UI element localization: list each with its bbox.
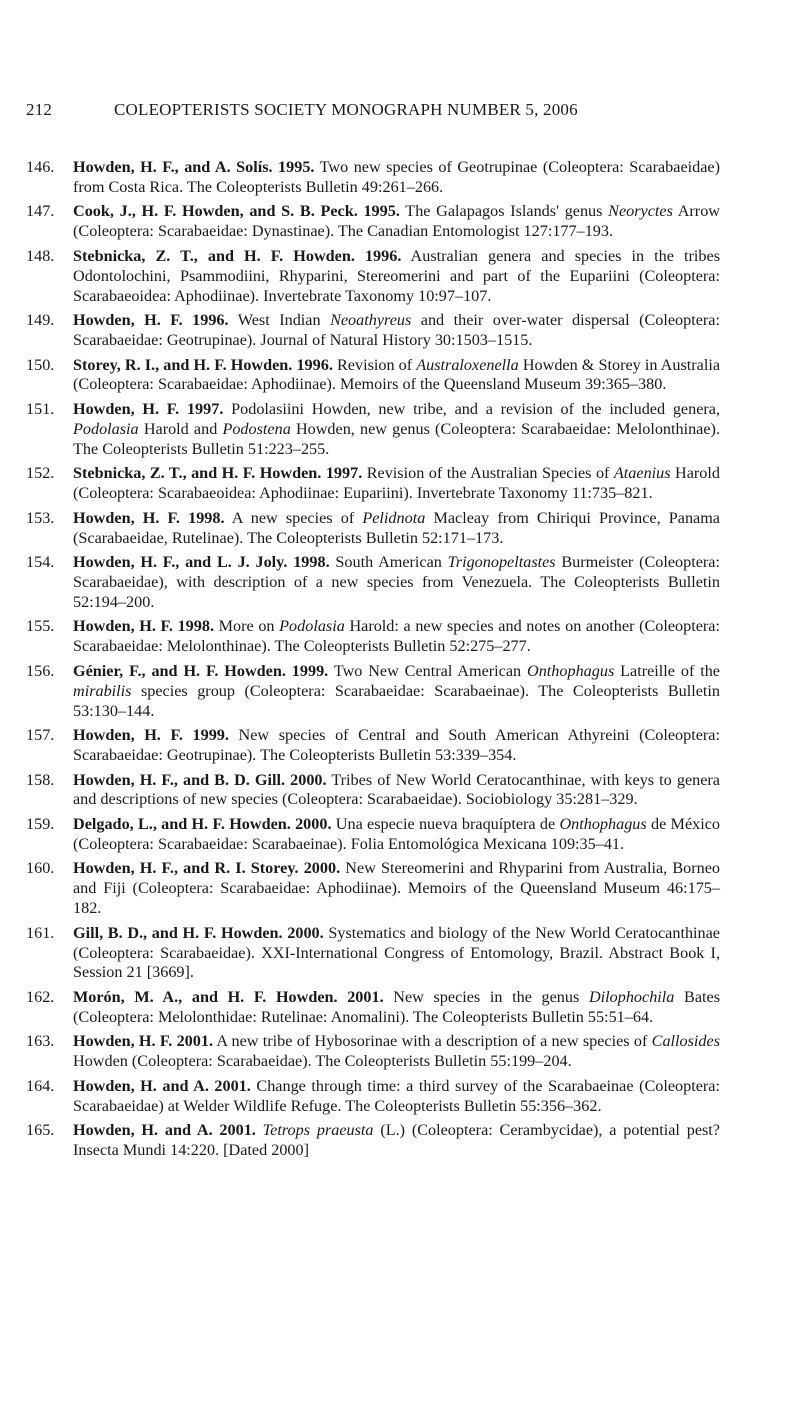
reference-text: A new species of [224,508,363,527]
reference-text: species group (Coleoptera: Scarabaeidae: Scarabaeinae). The Coleopterists Bulletin 53:130–144. [73,681,720,720]
reference-number: 165. [26,1121,55,1140]
reference-author-year: Howden, H. F. 1996. [73,311,229,330]
reference-taxon-name: Tetrops praeusta [262,1121,374,1140]
reference-number: 164. [26,1076,55,1095]
reference-text: Harold (Coleoptera: Scarabaeoidea: Aphodiinae: Eupariini). Invertebrate Taxonomy 11:735–821. [73,464,720,503]
reference-taxon-name: Onthophagus [527,661,615,680]
reference-taxon-name: Pelidnota [362,508,426,527]
reference-text: Una especie nueva braquíptera de [331,814,560,833]
reference-number: 159. [26,814,55,833]
reference-text: Tribes of New World Ceratocanthinae, with keys to genera and descriptions of new species (Coleoptera: Scarabaeidae). Sociobiology 35:281–329. [73,770,720,809]
reference-number: 146. [26,158,55,176]
reference-text: Arrow (Coleoptera: Scarabaeidae: Dynastinae). The Canadian Entomologist 127:177–193. [73,202,720,241]
reference-item [26,400,720,460]
reference-taxon-name: Onthophagus [559,814,647,833]
reference-number: 149. [26,311,55,330]
reference-text: New Stereomerini and Rhyparini from Australia, Borneo and Fiji (Coleoptera: Scarabaeidae: Aphodiinae). Memoirs of the Queensland Museum 46:175–182. [73,859,720,918]
reference-text: West Indian [228,311,331,330]
reference-item [26,202,720,242]
reference-author-year: Howden, H. F., and L. J. Joly. 1998. [73,553,330,572]
reference-item [26,815,720,855]
reference-item [26,662,720,722]
reference-text: Change through time: a third survey of the Scarabaeinae (Coleoptera: Scarabaeidae) at Welder Wildlife Refuge. The Coleopterists Bulletin 55:356–362. [73,1076,720,1115]
reference-author-year: Delgado, L., and H. F. Howden. 2000. [73,814,332,833]
reference-item [26,1077,720,1117]
reference-author-year: Howden, H. F. 1998. [73,508,225,527]
reference-author-year: Howden, H. F. 1999. [73,726,229,745]
reference-text: Two New Central American [328,661,528,680]
reference-author-year: Storey, R. I., and H. F. Howden. 1996. [73,355,333,374]
reference-taxon-name: Podolasia [73,419,139,438]
reference-number: 162. [26,987,55,1006]
reference-number: 150. [26,355,55,374]
reference-author-year: Morón, M. A., and H. F. Howden. 2001. [73,987,384,1006]
reference-text: Australian genera and species in the tribes Odontolochini, Psammodiini, Rhyparini, Stereomerini and part of the Eupariini (Coleoptera: Scarabaeoidea: Aphodiinae). Invertebrate Taxonomy 10:97–107. [73,246,720,305]
reference-number: 151. [26,399,55,418]
reference-number: 148. [26,246,55,265]
reference-taxon-name: Australoxenella [416,355,519,374]
reference-text: New species of Central and South American Athyreini (Coleoptera: Scarabaeidae: Geotrupinae). The Coleopterists Bulletin 53:339–354. [73,726,720,764]
reference-number: 154. [26,553,55,572]
reference-text: Podolasiini Howden, new tribe, and a revision of the included genera, [223,399,721,418]
reference-text: Two new species of Geotrupinae (Coleoptera: Scarabaeidae) from Costa Rica. The Coleopterists Bulletin 49:261–266. [73,158,720,196]
reference-text: Burmeister (Coleoptera: Scarabaeidae), with description of a new species from Venezuela. The Coleopterists Bulletin 52:194–200. [73,553,720,611]
reference-taxon-name: Neoathyreus [330,311,412,330]
reference-item [26,617,720,657]
reference-number: 163. [26,1032,55,1051]
reference-item [26,1032,720,1072]
reference-text: Macleay from Chiriqui Province, Panama (Scarabaeidae, Rutelinae). The Coleopterists Bulletin 52:171–173. [73,508,720,547]
reference-author-year: Howden, H. and A. 2001. [73,1121,256,1140]
reference-text: Revision of the Australian Species of [362,464,614,483]
reference-author-year: Howden, H. F. 2001. [73,1032,214,1051]
reference-text: The Galapagos Islands' genus [399,202,609,221]
reference-text: Systematics and biology of the New World Ceratocanthinae (Coleoptera: Scarabaeidae). XXI-International Congress of Entomology, Brazil. Abstract Book I, Session 21 [3669]. [73,923,720,982]
reference-item [26,247,720,307]
reference-author-year: Stebnicka, Z. T., and H. F. Howden. 1996. [73,246,402,265]
reference-text: New species in the genus [383,987,589,1006]
reference-taxon-name: Callosides [651,1032,720,1051]
reference-author-year: Howden, H. F., and B. D. Gill. 2000. [73,770,327,789]
reference-text: Harold and [138,419,223,438]
running-title: COLEOPTERISTS SOCIETY MONOGRAPH NUMBER 5, 2006 [114,100,578,119]
reference-author-year: Stebnicka, Z. T., and H. F. Howden. 1997. [73,464,363,483]
reference-text: (L.) (Coleoptera: Cerambycidae), a potential pest? Insecta Mundi 14:220. [Dated 2000] [73,1121,720,1160]
reference-item [26,311,720,351]
reference-author-year: Cook, J., H. F. Howden, and S. B. Peck. 1995. [73,202,400,221]
reference-text: Latreille of the [614,661,720,680]
page-number: 212 [26,100,53,119]
reference-taxon-name: Trigonopeltastes [447,553,556,572]
reference-author-year: Gill, B. D., and H. F. Howden. 2000. [73,923,324,942]
reference-item [26,509,720,549]
reference-taxon-name: Podolasia [279,617,345,636]
reference-item [26,771,720,811]
reference-text: Howden & Storey in Australia (Coleoptera: Scarabaeidae: Aphodiinae). Memoirs of the Queensland Museum 39:365–380. [73,355,720,394]
reference-text: Harold: a new species and notes on another (Coleoptera: Scarabaeidae: Melolonthinae). The Coleopterists Bulletin 52:275–277. [73,617,720,656]
reference-text: Revision of [332,355,417,374]
reference-number: 153. [26,508,55,527]
reference-text: Howden, new genus (Coleoptera: Scarabaeidae: Melolonthinae). The Coleopterists Bulletin 51:223–255. [73,419,720,458]
reference-author-year: Howden, H. F., and R. I. Storey. 2000. [73,859,341,878]
reference-number: 155. [26,617,55,636]
reference-taxon-name: mirabilis [73,681,132,700]
reference-author-year: Howden, H. F. 1998. [73,617,215,636]
reference-text: A new tribe of Hybosorinae with a description of a new species of [213,1032,652,1051]
reference-author-year: Howden, H. and A. 2001. [73,1076,251,1095]
running-head [26,100,746,120]
reference-text: South American [329,553,448,572]
reference-text [256,1121,263,1139]
reference-taxon-name: Ataenius [613,464,671,483]
reference-text: Howden (Coleoptera: Scarabaeidae). The Coleopterists Bulletin 55:199–204. [73,1052,572,1071]
reference-taxon-name: Neoryctes [608,202,673,221]
reference-text: Bates (Coleoptera: Melolonthidae: Rutelinae: Anomalini). The Coleopterists Bulletin 55:51–64. [73,987,720,1026]
reference-list [26,158,720,1166]
reference-item [26,726,720,766]
reference-item [26,158,720,198]
reference-number: 156. [26,661,55,680]
reference-text: and their over-water dispersal (Coleoptera: Scarabaeidae: Geotrupinae). Journal of Natural History 30:1503–1515. [73,311,720,350]
reference-item [26,859,720,919]
reference-item [26,553,720,613]
reference-number: 147. [26,202,55,221]
reference-item [26,464,720,504]
reference-author-year: Génier, F., and H. F. Howden. 1999. [73,661,329,680]
reference-text: More on [214,617,280,636]
reference-author-year: Howden, H. F. 1997. [73,399,224,418]
reference-item [26,1121,720,1161]
reference-number: 157. [26,726,55,745]
reference-number: 158. [26,770,55,789]
reference-text: de México (Coleoptera: Scarabaeidae: Scarabaeinae). Folia Entomológica Mexicana 109:35–41. [73,814,720,853]
reference-taxon-name: Podostena [222,419,291,438]
reference-number: 161. [26,923,55,942]
reference-number: 160. [26,859,55,878]
reference-author-year: Howden, H. F., and A. Solís. 1995. [73,158,315,176]
reference-item [26,988,720,1028]
reference-number: 152. [26,464,55,483]
reference-item [26,356,720,396]
reference-taxon-name: Dilophochila [588,987,675,1006]
reference-item [26,924,720,984]
